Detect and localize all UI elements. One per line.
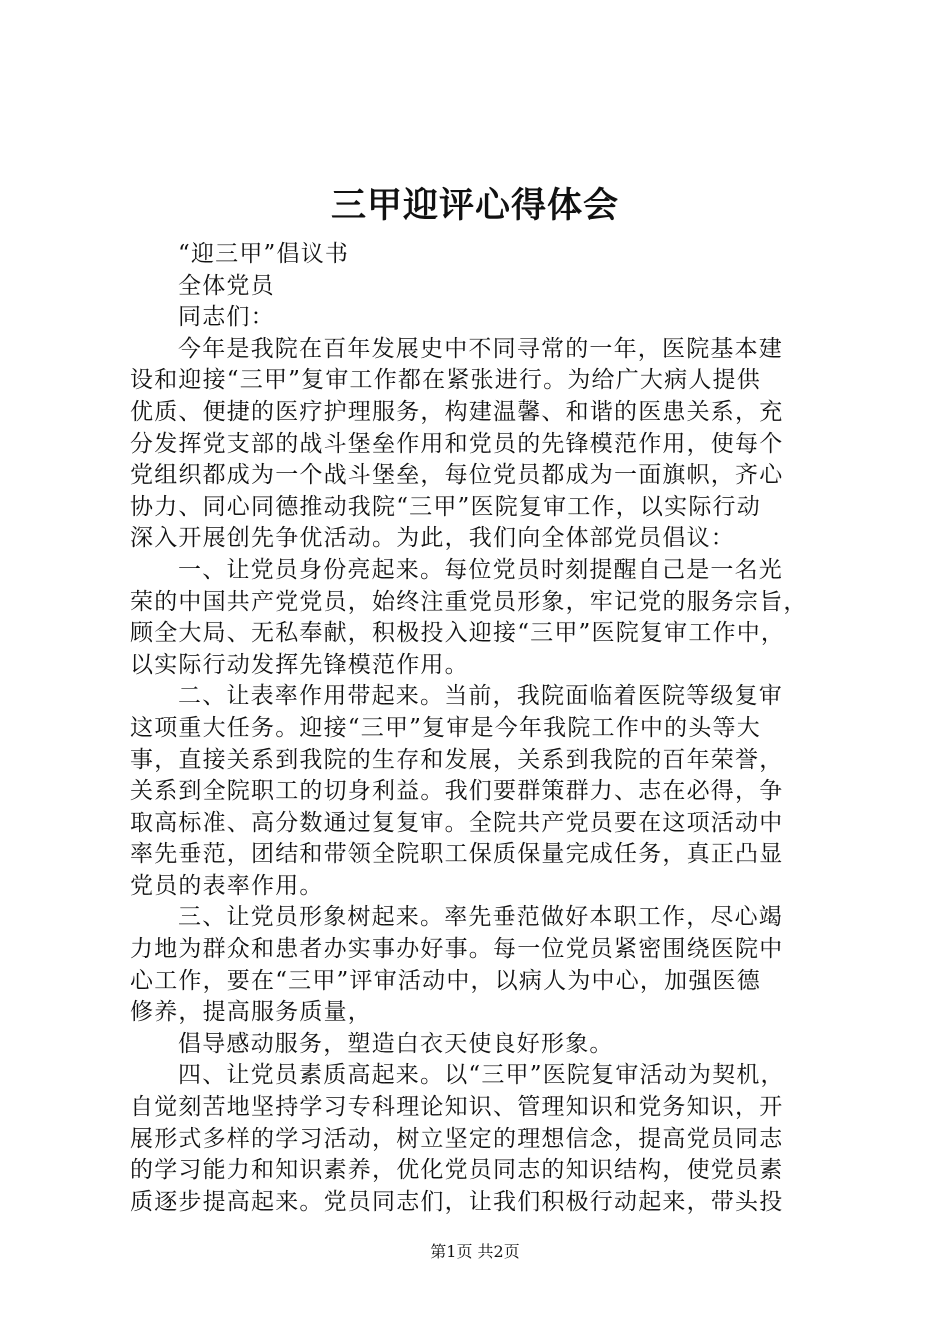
text-line: 分发挥党支部的战斗堡垒作用和党员的先锋模范作用，使每个	[130, 430, 784, 457]
text-line: 以实际行动发挥先锋模范作用。	[130, 651, 469, 678]
text-line: 倡导感动服务，塑造白衣天使良好形象。	[178, 1030, 614, 1057]
text-line: 四、让党员素质高起来。以“三甲”医院复审活动为契机，	[178, 1062, 785, 1089]
document-body	[130, 239, 835, 1218]
text-line: 自觉刻苦地坚持学习专科理论知识、管理知识和党务知识，开	[130, 1094, 784, 1121]
text-line: 三、让党员形象树起来。率先垂范做好本职工作，尽心竭	[178, 904, 783, 931]
text-line: 事，直接关系到我院的生存和发展，关系到我院的百年荣誉，	[130, 746, 784, 773]
text-line: 党员的表率作用。	[130, 872, 324, 899]
text-line: 今年是我院在百年发展史中不同寻常的一年，医院基本建	[178, 335, 783, 362]
text-line: 关系到全院职工的切身利益。我们要群策群力、志在必得，争	[130, 778, 784, 805]
text-line: 展形式多样的学习活动，树立坚定的理想信念，提高党员同志	[130, 1125, 784, 1152]
text-line: 设和迎接“三甲”复审工作都在紧张进行。为给广大病人提供	[130, 367, 761, 394]
text-line: 二、让表率作用带起来。当前，我院面临着医院等级复审	[178, 683, 783, 710]
document-title: 三甲迎评心得体会	[330, 185, 619, 226]
text-line: 全体党员	[178, 272, 275, 299]
page-footer: 第1页 共2页	[430, 1242, 520, 1261]
text-line: 率先垂范，团结和带领全院职工保质保量完成任务，真正凸显	[130, 841, 784, 868]
text-line: 荣的中国共产党党员，始终注重党员形象，牢记党的服务宗旨，	[130, 588, 808, 615]
text-line: 的学习能力和知识素养，优化党员同志的知识结构，使党员素	[130, 1157, 784, 1184]
text-line: 党组织都成为一个战斗堡垒，每位党员都成为一面旗帜，齐心	[130, 462, 784, 489]
text-line: 一、让党员身份亮起来。每位党员时刻提醒自己是一名光	[178, 556, 783, 583]
text-line: 顾全大局、无私奉献，积极投入迎接“三甲”医院复审工作中，	[130, 620, 786, 647]
text-line: 质逐步提高起来。党员同志们，让我们积极行动起来，带头投	[130, 1188, 784, 1215]
text-line: 这项重大任务。迎接“三甲”复审是今年我院工作中的头等大	[130, 714, 761, 741]
text-line: 力地为群众和患者办实事办好事。每一位党员紧密围绕医院中	[130, 936, 784, 963]
text-line: 同志们：	[178, 304, 275, 331]
text-line: 优质、便捷的医疗护理服务，构建温馨、和谐的医患关系，充	[130, 398, 784, 425]
text-line: 修养，提高服务质量，	[130, 999, 372, 1026]
text-line: 取高标准、高分数通过复复审。全院共产党员要在这项活动中	[130, 809, 784, 836]
text-line: 协力、同心同德推动我院“三甲”医院复审工作，以实际行动	[130, 493, 761, 520]
text-line: “迎三甲”倡议书	[178, 241, 350, 267]
text-line: 心工作，要在“三甲”评审活动中，以病人为中心，加强医德	[130, 967, 761, 994]
text-line: 深入开展创先争优活动。为此，我们向全体部党员倡议：	[130, 525, 735, 552]
